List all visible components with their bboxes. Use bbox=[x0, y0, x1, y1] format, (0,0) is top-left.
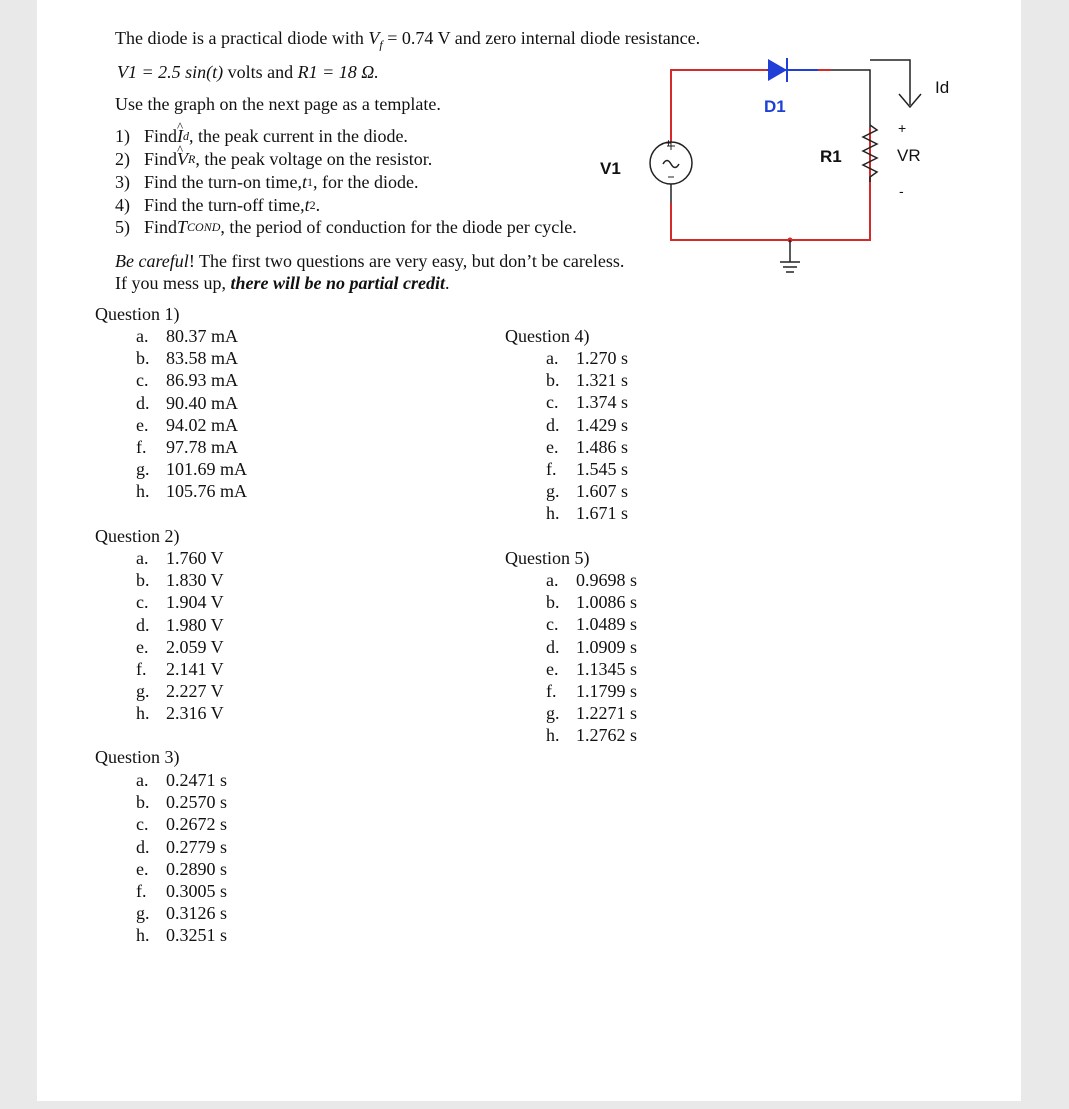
option[interactable]: f. 0.3005 s bbox=[136, 880, 228, 901]
option[interactable]: h. 1.671 s bbox=[546, 503, 629, 524]
option[interactable]: g. 0.3126 s bbox=[136, 903, 228, 924]
d1-label: D1 bbox=[764, 97, 786, 116]
option[interactable]: e. 94.02 mA bbox=[136, 414, 238, 435]
task-item: 5) Find T COND , the period of conduction for the diode per cycle. bbox=[115, 217, 577, 237]
task-item: 3) Find the turn-on time, t 1 , for the diode. bbox=[115, 172, 419, 192]
document-page bbox=[37, 0, 1021, 1101]
option[interactable]: d. 1.0909 s bbox=[546, 636, 638, 657]
option[interactable]: f. 2.141 V bbox=[136, 658, 224, 679]
option[interactable]: b. 83.58 mA bbox=[136, 348, 238, 369]
option[interactable]: g. 1.2271 s bbox=[546, 703, 638, 724]
question-3-options bbox=[136, 769, 227, 947]
r1-label: R1 bbox=[820, 147, 842, 166]
vr-label: VR bbox=[897, 146, 921, 165]
id-label: Id bbox=[935, 78, 950, 97]
option[interactable]: c. 1.0489 s bbox=[546, 614, 638, 635]
question-2-title: Question 2) bbox=[95, 526, 180, 546]
task-item: 1) Find ^ I d , the peak current in the diode. bbox=[115, 125, 577, 148]
option[interactable]: h. 1.2762 s bbox=[546, 725, 638, 746]
statement-line-2: V1 = 2.5 sin(t) volts and R1 = 18 Ω. bbox=[117, 62, 379, 82]
node-wire bbox=[831, 70, 870, 128]
task-list bbox=[115, 125, 577, 238]
option[interactable]: f. 1.1799 s bbox=[546, 680, 638, 701]
question-4-options bbox=[546, 347, 628, 525]
option[interactable]: f. 97.78 mA bbox=[136, 436, 238, 457]
option[interactable]: a. 80.37 mA bbox=[136, 326, 238, 346]
question-5-title: Question 5) bbox=[505, 548, 590, 568]
option[interactable]: b. 1.830 V bbox=[136, 570, 224, 591]
question-1-options bbox=[136, 325, 247, 503]
option[interactable]: e. 1.1345 s bbox=[546, 658, 638, 679]
no-partial-credit-note: If you mess up, there will be no partial credit. bbox=[115, 273, 450, 293]
option[interactable]: a. 0.9698 s bbox=[546, 570, 638, 590]
option[interactable]: c. 86.93 mA bbox=[136, 370, 238, 391]
option[interactable]: b. 1.321 s bbox=[546, 370, 629, 391]
option[interactable]: a. 1.760 V bbox=[136, 548, 224, 568]
option[interactable]: c. 1.904 V bbox=[136, 592, 224, 613]
source-plus-label: + bbox=[665, 136, 673, 150]
option[interactable]: d. 1.429 s bbox=[546, 414, 629, 435]
voltage-source-v1 bbox=[650, 142, 692, 203]
option[interactable]: e. 1.486 s bbox=[546, 436, 629, 457]
circuit-diagram bbox=[597, 50, 977, 290]
option[interactable]: d. 1.980 V bbox=[136, 614, 224, 635]
option[interactable]: b. 1.0086 s bbox=[546, 592, 638, 613]
vr-minus-label: - bbox=[899, 183, 904, 199]
vr-plus-label: + bbox=[898, 120, 907, 136]
statement-line-3: Use the graph on the next page as a template. bbox=[115, 94, 441, 114]
option[interactable]: e. 2.059 V bbox=[136, 636, 224, 657]
option[interactable]: e. 0.2890 s bbox=[136, 858, 228, 879]
option[interactable]: h. 105.76 mA bbox=[136, 481, 247, 502]
option[interactable]: a. 1.270 s bbox=[546, 348, 629, 368]
question-2-options bbox=[136, 547, 224, 725]
question-5-options bbox=[546, 569, 637, 747]
option[interactable]: h. 2.316 V bbox=[136, 703, 224, 724]
option[interactable]: g. 1.607 s bbox=[546, 481, 629, 502]
ground-icon bbox=[780, 238, 800, 273]
option[interactable]: f. 1.545 s bbox=[546, 458, 629, 479]
v1-label: V1 bbox=[600, 159, 621, 178]
option[interactable]: c. 1.374 s bbox=[546, 392, 629, 413]
statement-line-1: The diode is a practical diode with $V_f = 0.74$ V and zero internal diode resistance. bbox=[115, 28, 701, 52]
current-arrow-icon bbox=[870, 60, 921, 107]
option[interactable]: a. 0.2471 s bbox=[136, 770, 228, 790]
option[interactable]: d. 0.2779 s bbox=[136, 836, 228, 857]
option[interactable]: g. 101.69 mA bbox=[136, 459, 247, 480]
question-3-title: Question 3) bbox=[95, 747, 180, 767]
option[interactable]: c. 0.2672 s bbox=[136, 814, 228, 835]
question-4-title: Question 4) bbox=[505, 326, 590, 346]
careful-note: Be careful! The first two questions are very easy, but don’t be careless. bbox=[115, 251, 625, 271]
option[interactable]: g. 2.227 V bbox=[136, 681, 224, 702]
task-item: 2) Find ^ V R , the peak voltage on the resistor. bbox=[115, 148, 577, 171]
option[interactable]: b. 0.2570 s bbox=[136, 792, 228, 813]
task-item: 4) Find the turn-off time, t 2 . bbox=[115, 195, 321, 215]
option[interactable]: d. 90.40 mA bbox=[136, 392, 238, 413]
option[interactable]: h. 0.3251 s bbox=[136, 925, 228, 946]
question-1-title: Question 1) bbox=[95, 304, 180, 324]
diode-d1 bbox=[767, 58, 818, 82]
